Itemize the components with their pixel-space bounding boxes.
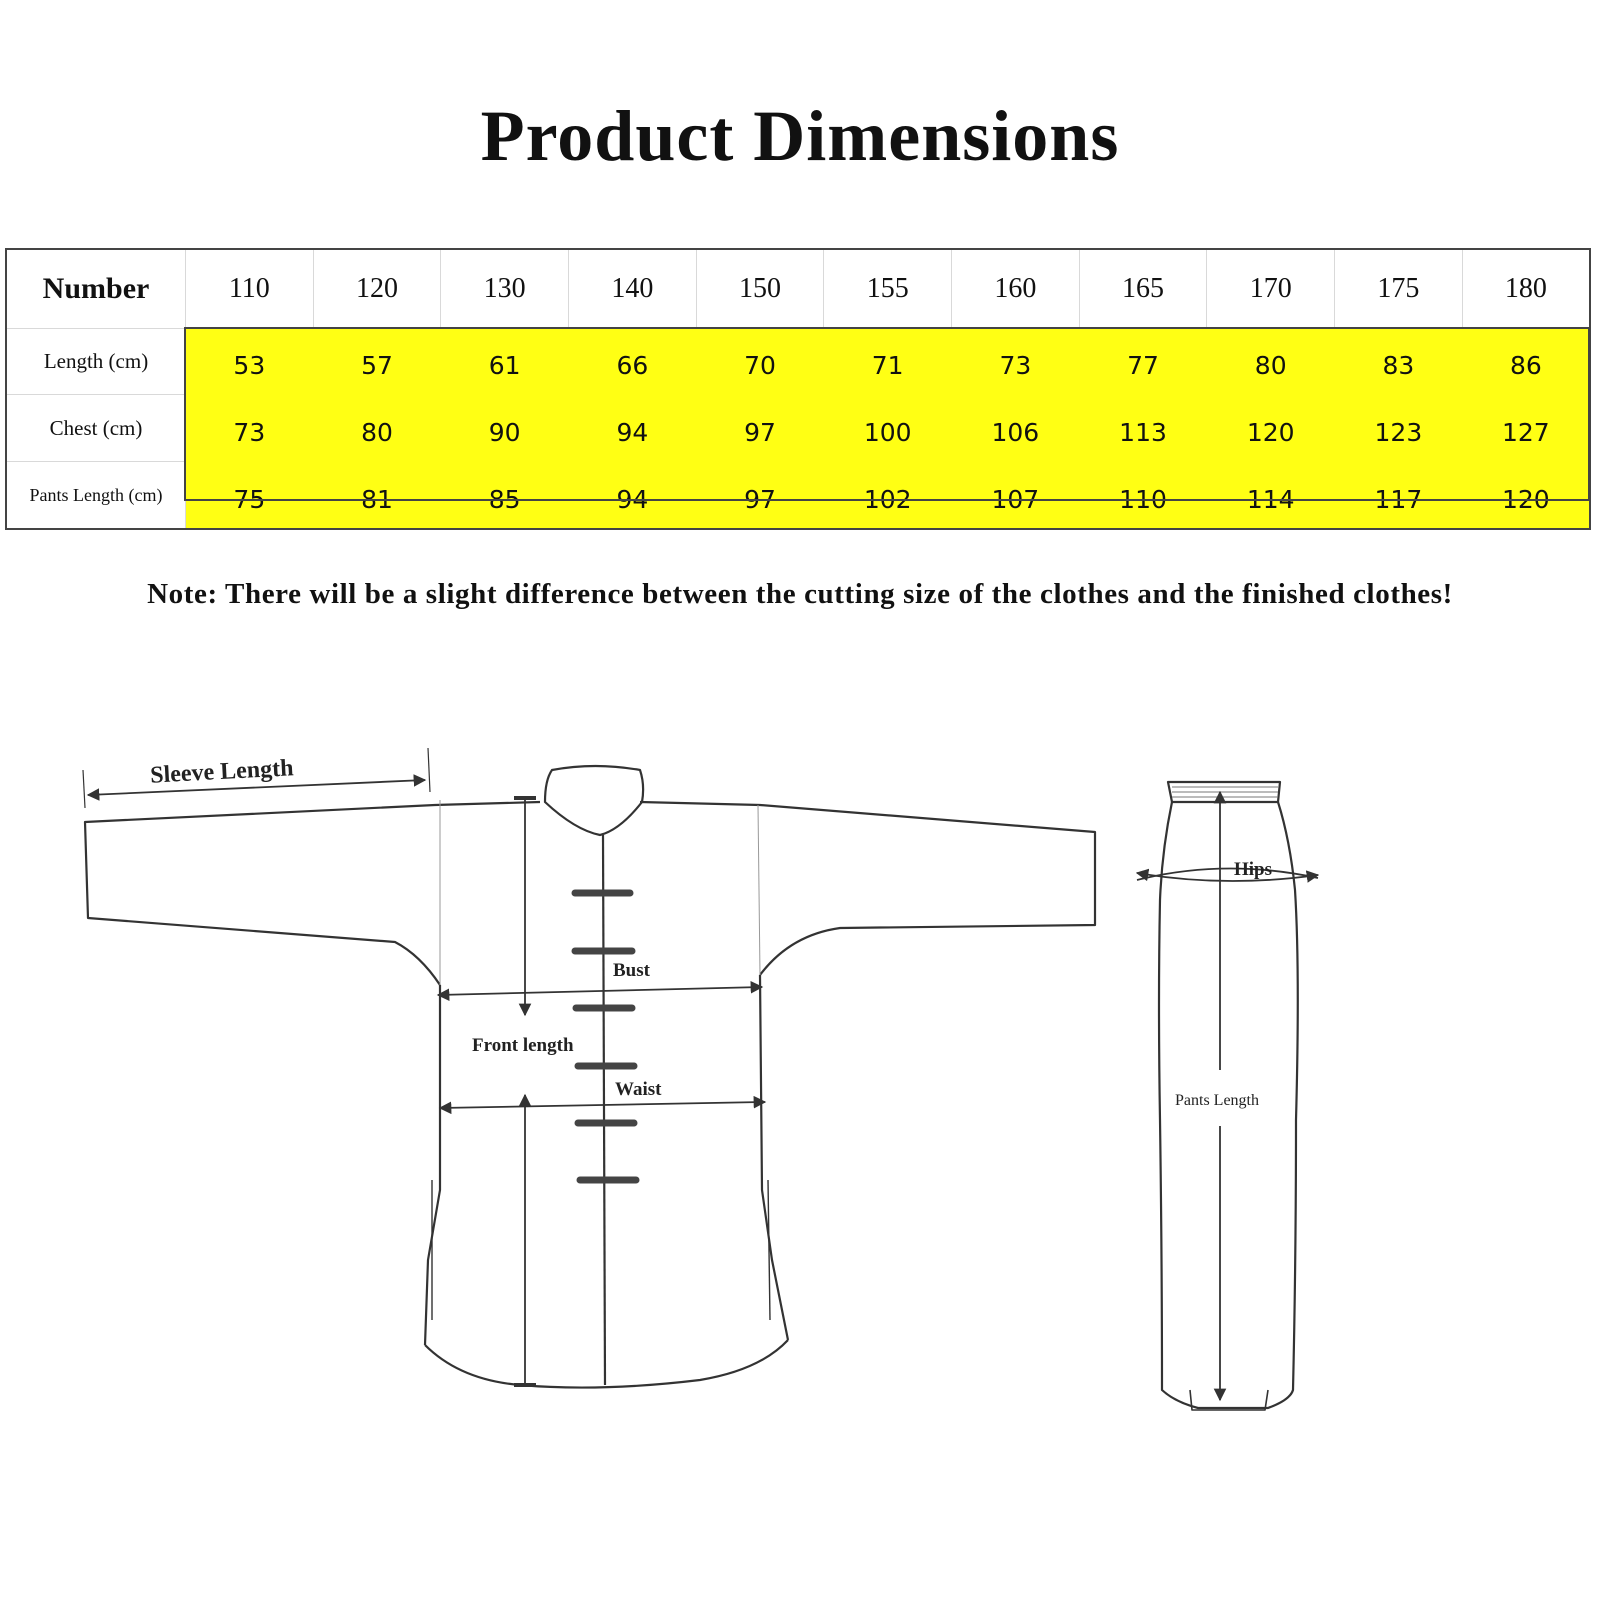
table-cell: 80 — [313, 395, 441, 462]
size-header: 155 — [824, 249, 952, 329]
size-header: 110 — [186, 249, 314, 329]
table-cell: 120 — [1207, 395, 1335, 462]
table-cell: 85 — [441, 462, 569, 530]
table-cell: 107 — [952, 462, 1080, 530]
size-header: 170 — [1207, 249, 1335, 329]
shirt-outline — [85, 766, 1095, 1388]
size-header: 165 — [1079, 249, 1207, 329]
table-cell: 73 — [952, 329, 1080, 395]
waistband-texture — [1172, 787, 1278, 797]
shirt-measure-lines — [83, 748, 765, 1385]
table-row-pants-length — [6, 462, 1590, 530]
table-cell: 86 — [1462, 329, 1590, 395]
table-cell: 90 — [441, 395, 569, 462]
table-cell: 80 — [1207, 329, 1335, 395]
table-cell: 120 — [1462, 462, 1590, 530]
waist-label: Waist — [615, 1079, 662, 1100]
size-header: 140 — [569, 249, 697, 329]
garment-diagram — [0, 740, 1600, 1460]
table-header-row — [6, 249, 1590, 329]
table-cell: 94 — [569, 395, 697, 462]
bust-label: Bust — [613, 960, 650, 981]
size-note: Note: There will be a slight difference between the cutting size of the clothes and the finished clothes! — [147, 578, 1453, 610]
size-header: 130 — [441, 249, 569, 329]
table-cell: 127 — [1462, 395, 1590, 462]
table-cell: 123 — [1335, 395, 1463, 462]
table-cell: 81 — [313, 462, 441, 530]
row-label: Length (cm) — [6, 329, 186, 395]
hips-label: Hips — [1234, 859, 1273, 880]
table-cell: 61 — [441, 329, 569, 395]
table-cell: 66 — [569, 329, 697, 395]
table-cell: 110 — [1079, 462, 1207, 530]
table-cell: 77 — [1079, 329, 1207, 395]
size-chart-table — [5, 248, 1591, 530]
front-length-label: Front length — [472, 1035, 574, 1056]
button-loops — [575, 893, 636, 1180]
row-label: Pants Length (cm) — [6, 462, 186, 530]
table-cell: 106 — [952, 395, 1080, 462]
size-header: 175 — [1335, 249, 1463, 329]
sleeve-length-label: Sleeve Length — [149, 755, 295, 789]
table-cell: 83 — [1335, 329, 1463, 395]
table-cell: 53 — [186, 329, 314, 395]
table-cell: 113 — [1079, 395, 1207, 462]
size-header: 180 — [1462, 249, 1590, 329]
table-cell: 100 — [824, 395, 952, 462]
table-cell: 97 — [696, 395, 824, 462]
table-cell: 70 — [696, 329, 824, 395]
table-cell: 71 — [824, 329, 952, 395]
table-cell: 102 — [824, 462, 952, 530]
table-row-chest — [6, 395, 1590, 462]
table-cell: 114 — [1207, 462, 1335, 530]
pants-length-label: Pants Length — [1175, 1092, 1259, 1109]
table-cell: 57 — [313, 329, 441, 395]
size-header: 120 — [313, 249, 441, 329]
size-header: 150 — [696, 249, 824, 329]
row-label: Chest (cm) — [6, 395, 186, 462]
table-cell: 73 — [186, 395, 314, 462]
table-cell: 97 — [696, 462, 824, 530]
table-row-length — [6, 329, 1590, 395]
table-cell: 75 — [186, 462, 314, 530]
size-header: 160 — [952, 249, 1080, 329]
table-cell: 94 — [569, 462, 697, 530]
page-title: Product Dimensions — [480, 96, 1120, 176]
header-label: Number — [6, 249, 186, 329]
table-cell: 117 — [1335, 462, 1463, 530]
